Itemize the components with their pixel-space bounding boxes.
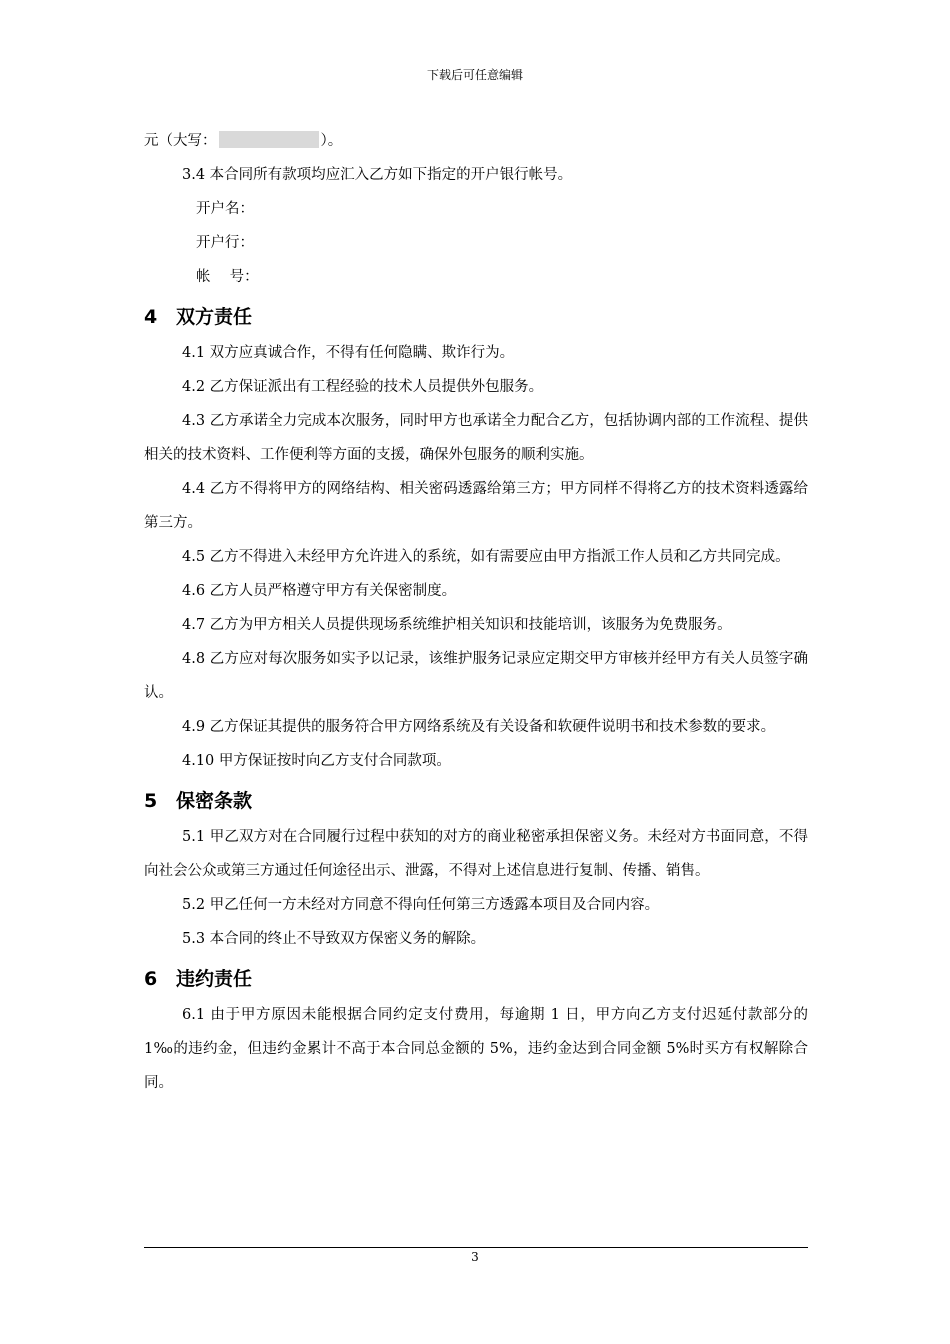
page-number: 3 bbox=[471, 1250, 479, 1264]
section-4-heading: 4 双方责任 bbox=[144, 306, 253, 328]
clause-4-3: 4.3 乙方承诺全力完成本次服务，同时甲方也承诺全力配合乙方，包括协调内部的工作流程、提供相关的技术资料、工作便利等方面的支援，确保外包服务的顺利实施。 bbox=[144, 413, 808, 463]
amount-line bbox=[144, 124, 808, 158]
clause-5-2: 5.2 甲乙任何一方未经对方同意不得向任何第三方透露本项目及合同内容。 bbox=[182, 897, 660, 913]
redacted-amount bbox=[219, 131, 319, 148]
clause-4-2: 4.2 乙方保证派出有工程经验的技术人员提供外包服务。 bbox=[182, 379, 544, 395]
section-5-heading: 5 保密条款 bbox=[144, 790, 253, 812]
document-body bbox=[144, 124, 808, 1100]
clause-3-4: 3.4 本合同所有款项均应汇入乙方如下指定的开户银行帐号。 bbox=[182, 167, 573, 183]
amount-suffix: ）。 bbox=[320, 133, 343, 149]
clause-4-1: 4.1 双方应真诚合作，不得有任何隐瞒、欺诈行为。 bbox=[182, 345, 515, 361]
clause-4-7: 4.7 乙方为甲方相关人员提供现场系统维护相关知识和技能培训，该服务为免费服务。 bbox=[182, 617, 732, 633]
page-header: 下载后可任意编辑 bbox=[426, 68, 523, 82]
section-6-heading: 6 违约责任 bbox=[144, 968, 253, 990]
account-number-label: 帐 号： bbox=[196, 269, 259, 285]
clause-4-4: 4.4 乙方不得将甲方的网络结构、相关密码透露给第三方；甲方同样不得将乙方的技术资料透露给第三方。 bbox=[144, 481, 808, 531]
clause-5-3: 5.3 本合同的终止不导致双方保密义务的解除。 bbox=[182, 931, 486, 947]
clause-4-9: 4.9 乙方保证其提供的服务符合甲方网络系统及有关设备和软硬件说明书和技术参数的要求。 bbox=[182, 719, 776, 735]
clause-6-1: 6.1 由于甲方原因未能根据合同约定支付费用，每逾期 1 日，甲方向乙方支付迟延付款部分的 1‰的违约金，但违约金累计不高于本合同总金额的 5%，违约金达到合同金额 5%时买方有权解除合同。 bbox=[144, 1007, 808, 1091]
footer-divider bbox=[144, 1247, 808, 1248]
amount-prefix: 元（大写： bbox=[144, 133, 217, 149]
clause-4-5: 4.5 乙方不得进入未经甲方允许进入的系统，如有需要应由甲方指派工作人员和乙方共同完成。 bbox=[182, 549, 790, 565]
bank-name-label: 开户行： bbox=[196, 235, 254, 251]
clause-4-10: 4.10 甲方保证按时向乙方支付合同款项。 bbox=[182, 753, 451, 769]
clause-4-8: 4.8 乙方应对每次服务如实予以记录，该维护服务记录应定期交甲方审核并经甲方有关人员签字确认。 bbox=[144, 651, 808, 701]
clause-5-1: 5.1 甲乙双方对在合同履行过程中获知的对方的商业秘密承担保密义务。未经对方书面同意，不得向社会公众或第三方通过任何途径出示、泄露，不得对上述信息进行复制、传播、销售。 bbox=[144, 829, 808, 879]
clause-4-6: 4.6 乙方人员严格遵守甲方有关保密制度。 bbox=[182, 583, 457, 599]
account-name-label: 开户名： bbox=[196, 201, 254, 217]
